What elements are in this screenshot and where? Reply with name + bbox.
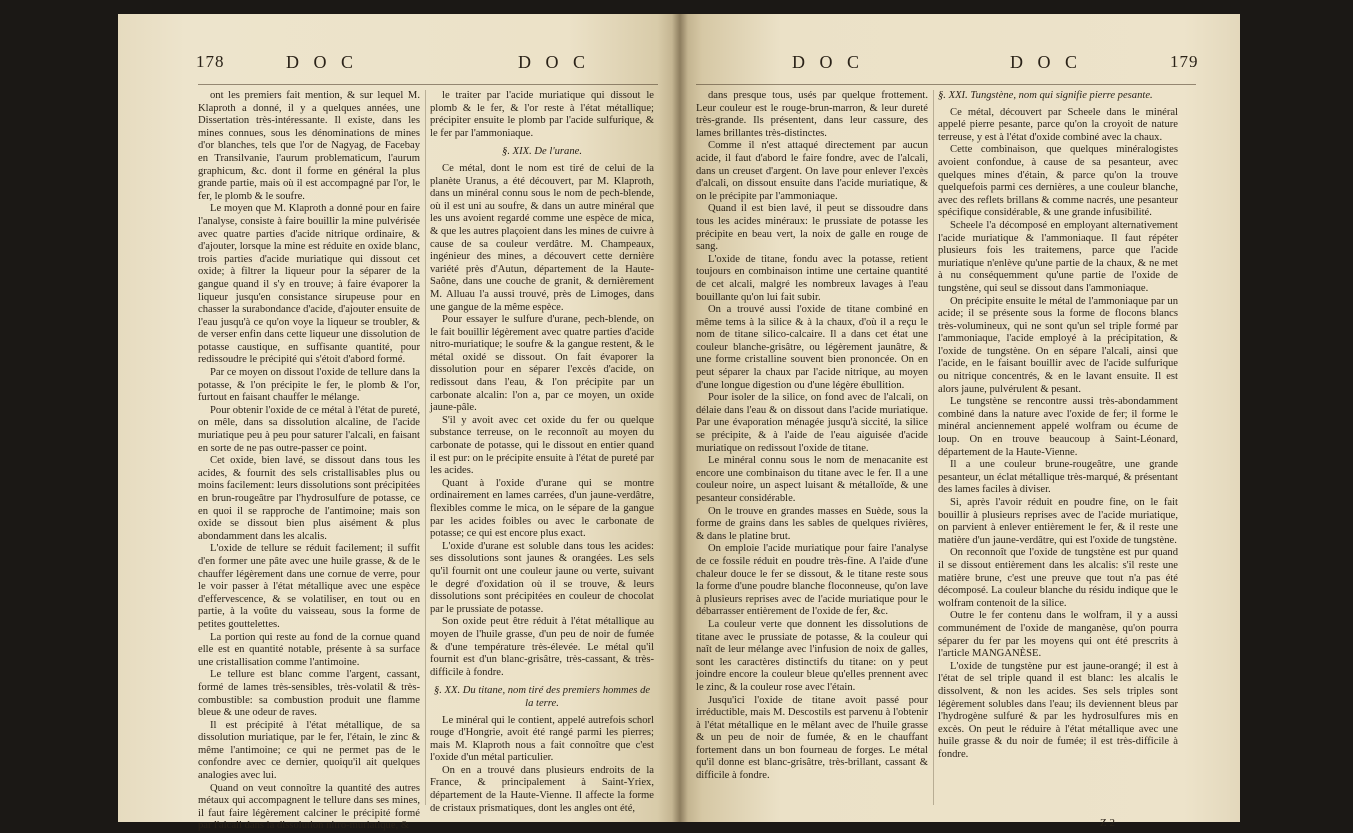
right-column-2: [938, 90, 1178, 810]
paragraph: On le trouve en grandes masses en Suède, sous la forme de grains dans les sables de quelques rivières, & dans le platine brut.: [696, 505, 928, 542]
header-rule-left: [198, 84, 658, 85]
section-heading-urane: §. XIX. De l'urane.: [502, 146, 582, 158]
signature-mark: Z 2: [1100, 817, 1115, 829]
paragraph: Pour essayer le sulfure d'urane, pech-blende, on le fait bouillir légèrement avec quatre parties d'acide nitro-muriatique; le soufre & la gangue restent, & le métal oxidé se dissout. On fait évaporer la dissolution pour en séparer l'excès d'acide, on redissout dans l'eau, & l'on précipite par un carbonate alcalin: l'on a, par ce moyen, un oxide jaune-pâle.: [430, 314, 654, 414]
paragraph: dans presque tous, usés par quelque frottement. Leur couleur est le rouge-brun-marron, & leur dureté très-grande. Ils présentent, dans leur cassure, des lames brillantes très-distinctes.: [696, 90, 928, 139]
paragraph: Le minéral connu sous le nom de menacanite est encore une combinaison du titane avec le fer. Il a une couleur noire, un aspect luisant & métalloïde, & une pesanteur considérable.: [696, 455, 928, 504]
left-page: [118, 14, 680, 832]
paragraph: On précipite ensuite le métal de l'ammoniaque par un acide; il se présente sous la forme de flocons blancs très-volumineux, qui ne sont qu'un sel triple formé par l'ammoniaque, l'acide employé à la précipitation, & l'oxide de tungstène. On en sépare l'alcali, ainsi que l'acide, en le faisant bouillir avec de l'acide sulfurique ou nitrique concentrés, & en le lavant ensuite. Il est alors jaune, pulvérulent & pesant.: [938, 295, 1178, 395]
right-page: [680, 14, 1240, 829]
paragraph: Le tungstène se rencontre aussi très-abondamment combiné dans la nature avec l'oxide de fer; il forme le minéral anciennement appelé wolfram ou écume de loup. On en trouve beaucoup à Saint-Léonard, département de la Haute-Vienne.: [938, 396, 1178, 458]
paragraph: Jusqu'ici l'oxide de titane avoit passé pour irréductible, mais M. Descostils est parvenu à l'obtenir à l'état métallique en le mêlant avec de l'huile grasse & un peu de noir de fumée, & en le chauffant fortement dans un bon fourneau de forges. Le métal qu'il donne est blanc-grisâtre, très-brillant, cassant & difficile à fondre.: [696, 694, 928, 782]
column-divider-left: [425, 90, 426, 805]
book-gutter: [672, 14, 688, 822]
left-page-header: [118, 52, 680, 82]
paragraph: L'oxide de tellure se réduit facilement; il suffit d'en former une pâte avec une huile grasse, & de le chauffer légèrement dans une cornue de verre, pour le voir passer à l'état métallique avec une espèce d'effervescence, & se volatiliser, en tout ou en partie, à la voûte du vaisseau, sous la forme de petites gouttelettes.: [198, 543, 420, 630]
paragraph: Le moyen que M. Klaproth a donné pour en faire l'analyse, consiste à faire bouillir la mine pulvérisée avec quatre parties d'acide nitrique ordinaire, & d'ajouter, lorsque la mine est réduite en oxide blanc, trois parties d'acide muriatique qui dissout cet oxide; à filtrer la liqueur pour la séparer de la gangue quand il s'y en trouve; à faire évaporer la liqueur jusqu'en consistance sirupeuse pour en chasser la surabondance d'acide, d'ajouter ensuite de l'eau jusqu'à ce qu'on voye la liqueur se troubler, & de verser enfin dans cette liqueur une dissolution de potasse caustique, en suffisante quantité, pour redissoudre le précipité qui s'étoit d'abord formé.: [198, 203, 420, 366]
paragraph: Scheele l'a décomposé en employant alternativement l'acide muriatique & l'ammoniaque. Il faut répéter plusieurs fois les traitemens, parce que l'acide muriatique n'enlève qu'une partie de la chaux, & ne met à nu conséquemment qu'une partie de l'oxide de tungstène, qui seul se dissout dans l'ammoniaque.: [938, 219, 1178, 294]
paragraph: Ce métal, découvert par Scheele dans le minéral appelé pierre pesante, parce qu'on la croyoit de nature terreuse, y est à l'état d'oxide combiné avec la chaux.: [938, 106, 1178, 143]
section-heading-titane: §. XX. Du titane, nom tiré des premiers hommes de la terre.: [433, 685, 651, 709]
column-divider-right: [933, 90, 934, 805]
paragraph: ont les premiers fait mention, & sur lequel M. Klaproth a donné, il y a quelques années, une Dissertation très-intéressante. Il existe, dans les mines connues, sous les dénominations de mines d'or blanches, tels que l'or de Nagyag, de Facebay en Transilvanie, l'aurum problematicum, l'aurum graphicum, &c. dont il forme en général la plus grande partie, mais où il est accompagné par l'or, le fer, le plomb & le soufre.: [198, 90, 420, 202]
paragraph: Quand il est bien lavé, il peut se dissoudre dans tous les acides minéraux: le prussiate de potasse les précipite en beau vert, la noix de galle en rouge de sang.: [696, 203, 928, 253]
paragraph: Pour obtenir l'oxide de ce métal à l'état de pureté, on mêle, dans sa dissolution alcaline, de l'acide muriatique peu à peu pour saturer l'alcali, en faisant en sorte de ne pas outre-passer ce point.: [198, 404, 420, 454]
left-column-2: [430, 90, 654, 814]
paragraph: On reconnoît que l'oxide de tungstène est pur quand il se dissout entièrement dans les alcalis: s'il reste une matière brune, c'est une preuve que tout n'a pas été décomposé. La couleur blanche du résidu indique que le wolfram contenoit de la silice.: [938, 547, 1178, 609]
paragraph: L'oxide de titane, fondu avec la potasse, retient toujours en combinaison intime une certaine quantité de cet alcali, malgré les nombreux lavages à l'eau bouillante qu'on lui fait subir.: [696, 253, 928, 303]
paragraph: le traiter par l'acide muriatique qui dissout le plomb & le fer, & l'or reste à l'état métallique; précipiter ensuite le plomb par l'acide sulfurique, & le fer par l'ammoniaque.: [430, 90, 654, 139]
paragraph: L'oxide de tungstène pur est jaune-orangé; il est à l'état de sel triple quand il est blanc: les alcalis le dissolvent, & non les acides. Ses sels triples sont légèrement solubles dans l'eau; ils deviennent bleus par l'hydrogène sulfuré & par les hydrosulfures mis en excès. On peut le réduire à l'état métallique avec une huile grasse & du noir de fumée; il est très-difficile à fondre.: [938, 660, 1178, 760]
paragraph: S'il y avoit avec cet oxide du fer ou quelque substance terreuse, on le reconnoît au moyen du carbonate de potasse, qui le dissout en entier quand il est pur: on le précipite ensuite à l'état de pureté par les acides.: [430, 414, 654, 477]
paragraph: On a trouvé aussi l'oxide de titane combiné en même tems à la silice & à la chaux, d'où il a reçu le nom de titane silico-calcaire. Il a dans cet état une couleur blanche-grisâtre, ou légèrement jaunâtre, & une forme cristalline souvent bien prononcée. On en peut séparer la chaux par l'acide nitrique, au moyen d'une longue digestion ou d'une légère ébullition.: [696, 304, 928, 391]
paragraph: Cette combinaison, que quelques minéralogistes avoient confondue, à cause de sa pesanteur, avec quelques mines d'étain, & parce qu'on la trouve quelquefois parmi ces dernières, a une couleur blanche, avec des reflets brillans & comme nacrés, une pesanteur spécifique considérable, & une grande infusibilité.: [938, 144, 1178, 219]
paragraph: Le tellure est blanc comme l'argent, cassant, formé de lames très-sensibles, très-volatil & très-combustible: sa combustion produit une flamme bleue & une odeur de raves.: [198, 669, 420, 719]
right-column-1: [696, 90, 928, 810]
paragraph: Son oxide peut être réduit à l'état métallique au moyen de l'huile grasse, d'un peu de noir de fumée & d'une température très-élevée. Le métal qu'il fournit est d'un blanc-grisâtre, très-cassant, & très-difficile à fondre.: [430, 616, 654, 678]
paragraph: La portion qui reste au fond de la cornue quand elle est en quantité notable, présente à sa surface une cristallisation comme l'antimoine.: [198, 631, 420, 668]
right-page-header: [680, 52, 1240, 82]
running-head-right-1: D O C: [792, 52, 865, 72]
paragraph: Par ce moyen on dissout l'oxide de tellure dans la potasse, & l'on précipite le fer, le plomb & l'or, furtout en faisant chauffer le mélange.: [198, 367, 420, 404]
paragraph: Si, après l'avoir réduit en poudre fine, on le fait bouillir à plusieurs reprises avec de l'acide muriatique, on parvient à enlever entièrement le fer, & il reste une matière d'un jaune-verdâtre, qui est l'oxide de tungstène.: [938, 497, 1178, 546]
paragraph: L'oxide d'urane est soluble dans tous les acides: ses dissolutions sont jaunes & orangées. Les sels qu'il fournit ont une couleur jaune ou verte, suivant le degré d'oxidation où il se trouve, & leurs dissolutions sont précipitées en couleur de chocolat par le prussiate de potasse.: [430, 540, 654, 615]
running-head-right-2: D O C: [1010, 52, 1083, 72]
paragraph: Comme il n'est attaqué directement par aucun acide, il faut d'abord le faire fondre, avec de l'alcali, dans un creuset d'argent. On lave pour enlever l'excès d'alcali, on dissout ensuite dans l'acide muriatique, & on le précipite par l'ammoniaque.: [696, 140, 928, 202]
page-number-right: 179: [1170, 52, 1199, 71]
paragraph: Outre le fer contenu dans le wolfram, il y a aussi communément de l'oxide de manganèse, qu'on pourra séparer du fer par les moyens qui ont été prescrits à l'article MANGANÈSE.: [938, 610, 1178, 660]
paragraph: Quant à l'oxide d'urane qui se montre ordinairement en lames carrées, d'un jaune-verdâtre, flexibles comme le mica, on le sépare de la gangue par les acides foibles ou avec le carbonate de potasse; ce qui est encore plus exact.: [430, 477, 654, 540]
header-rule-right: [696, 84, 1196, 85]
paragraph: Il a une couleur brune-rougeâtre, une grande pesanteur, un éclat métallique très-marqué, & présentant des lames faciles à diviser.: [938, 459, 1178, 496]
section-heading-tungstene: §. XXI. Tungstène, nom qui signifie pierre pesante.: [938, 90, 1153, 101]
paragraph: Ce métal, dont le nom est tiré de celui de la planète Uranus, a été découvert, par M. Klaproth, dans un minéral connu sous le nom de pech-blende, où il est uni au soufre, & dans un autre minéral que les uns avoient regardé comme une espèce de mica, & que les autres plaçoient dans les mines de cuivre à cause de sa couleur verdâtre. M. Champeaux, ingénieur des mines, a découvert cette dernière variété près d'Autun, département de la Haute-Saône, dans une couche de granit, & dernièrement M. Alluau l'a aussi trouvé, près de Limoges, dans une gangue de la même espèce.: [430, 162, 654, 313]
paragraph: Pour isoler de la silice, on fond avec de l'alcali, on délaie dans l'eau & on dissout dans l'acide muriatique. Par une évaporation ménagée jusqu'à siccité, la silice se précipite, & à l'aide de l'eau aiguisée d'acide muriatique on redissout l'oxide de titane.: [696, 392, 928, 454]
paragraph: Cet oxide, bien lavé, se dissout dans tous les acides, & fournit des sels cristallisables plus ou moins facilement: leurs dissolutions sont précipitées en brun-rougeâtre par l'hydrosulfure de potasse, ce en quoi il se rapproche de l'antimoine; mais son oxide se dissout bien plus aisément & plus abondamment dans les alcalis.: [198, 455, 420, 542]
running-head-left-1: D O C: [286, 52, 359, 72]
paragraph: La couleur verte que donnent les dissolutions de titane avec le prussiate de potasse, & la couleur qui naît de leur mélange avec l'infusion de noix de galles, sont les caractères distinctifs du titane: on y peut joindre encore la couleur bleue qu'elles prennent avec le zinc, & la couleur rose avec l'étain.: [696, 618, 928, 693]
page-number-left: 178: [196, 52, 225, 71]
paragraph: On en a trouvé dans plusieurs endroits de la France, & principalement à Saint-Yriex, département de la Haute-Vienne. Il affecte la forme de cristaux prismatiques, dont les angles ont été,: [430, 764, 654, 814]
paragraph: Le minéral qui le contient, appelé autrefois schorl rouge d'Hongrie, avoit été rangé parmi les pierres; mais M. Klaproth nous a fait connoître que c'est l'oxide d'un métal particulier.: [430, 714, 654, 764]
paragraph: Il est précipité à l'état métallique, de sa dissolution muriatique, par le fer, l'étain, le zinc & même l'antimoine; ce qui ne permet pas de le confondre avec ce dernier, quoiqu'il ait quelques analogies avec lui.: [198, 719, 420, 782]
left-column-1: [198, 90, 420, 832]
paragraph: Quand on veut connoître la quantité des autres métaux qui accompagnent le tellure dans ses mines, il faut faire légèrement calciner le précipité formé par l'alcali dans la dissolution nitro-muriatique, &: [198, 782, 420, 832]
running-head-left-2: D O C: [518, 52, 591, 72]
paragraph: On emploie l'acide muriatique pour faire l'analyse de ce fossile réduit en poudre très-fine. A l'aide d'une chaleur douce le fer se dissout, & le titane reste sous la forme d'une poudre blanche floconneuse, qu'on lave à plusieurs reprises avec de l'acide muriatique pour le débarrasser entièrement de l'oxide de fer, &c.: [696, 543, 928, 618]
